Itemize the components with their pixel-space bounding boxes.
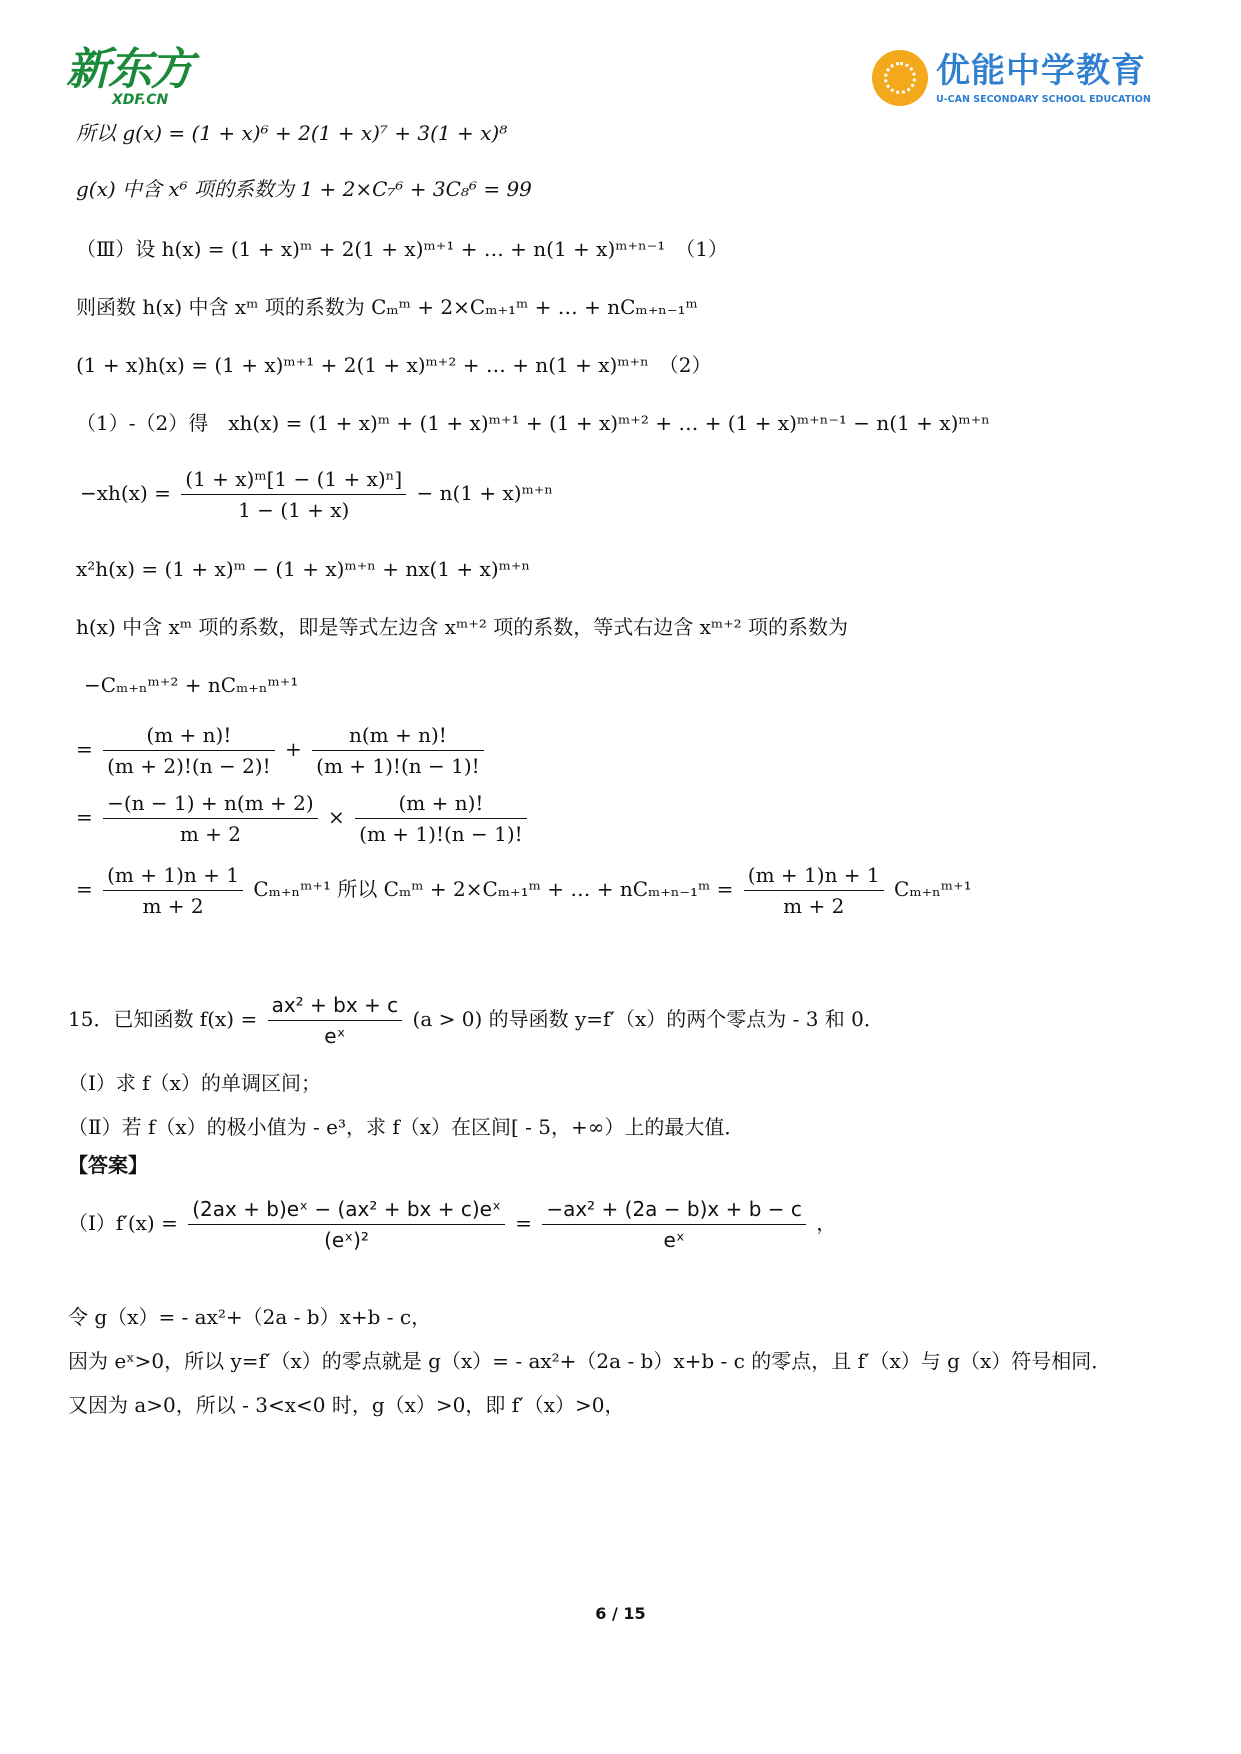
xdf-logo-cn: 新东方 xyxy=(66,44,192,95)
line-comb: −Cₘ₊ₙᵐ⁺² + nCₘ₊ₙᵐ⁺¹ xyxy=(84,673,299,697)
frac-12b-num: (m + n)! xyxy=(355,790,527,819)
ucan-badge-icon xyxy=(872,50,928,106)
times-sign: × xyxy=(328,805,345,829)
xh-frac-num: (1 + x)ᵐ[1 − (1 + x)ⁿ] xyxy=(181,466,406,495)
eq-sign-1: = xyxy=(76,737,93,761)
frac-12b xyxy=(355,790,527,847)
frac-13a-den: m + 2 xyxy=(142,894,204,918)
xdf-logo xyxy=(66,44,226,110)
answer-line-3: 因为 eˣ>0，所以 y=f′（x）的零点就是 g（x）= - ax²+（2a - b）x+b - c 的零点，且 f′（x）与 g（x）符号相同． xyxy=(68,1349,1112,1373)
frac-11a-num: (m + n)! xyxy=(103,722,275,751)
answer-label: 【答案】 xyxy=(68,1153,148,1177)
q15-frac-den: eˣ xyxy=(324,1024,346,1048)
xh-lhs: −xh(x) = xyxy=(80,481,171,505)
line-g-coef: g(x) 中含 x⁶ 项的系数为 1 + 2×C₇⁶ + 3C₈⁶ = 99 xyxy=(76,177,532,201)
q15-pre: 15．已知函数 f(x) = xyxy=(68,1007,258,1031)
q15-part-2: （Ⅱ）若 f（x）的极小值为 - e³，求 f（x）在区间[ - 5，+∞）上的最大值． xyxy=(68,1115,745,1139)
q15-post: (a > 0) 的导函数 y=f′（x）的两个零点为 - 3 和 0． xyxy=(412,1007,884,1031)
result-mid: Cₘ₊ₙᵐ⁺¹ 所以 Cₘᵐ + 2×Cₘ₊₁ᵐ + … + nCₘ₊ₙ₋₁ᵐ = xyxy=(253,877,734,901)
line-result xyxy=(76,862,972,919)
frac-13b-den: m + 2 xyxy=(783,894,845,918)
a1-frac-1 xyxy=(188,1196,505,1253)
a1-frac-2-den: eˣ xyxy=(663,1228,685,1252)
xdf-logo-en: XDF.CN xyxy=(112,92,169,108)
plus-sign-1: + xyxy=(285,737,302,761)
answer-line-2: 令 g（x）= - ax²+（2a - b）x+b - c， xyxy=(68,1305,432,1329)
frac-13a xyxy=(103,862,243,919)
eq-sign-4: = xyxy=(515,1211,532,1235)
q15-frac xyxy=(268,992,403,1049)
xh-rhs: − n(1 + x)ᵐ⁺ⁿ xyxy=(416,481,554,505)
page-number: 6 / 15 xyxy=(595,1604,646,1623)
frac-12b-den: (m + 1)!(n − 1)! xyxy=(359,822,523,846)
line-1px-h: (1 + x)h(x) = (1 + x)ᵐ⁺¹ + 2(1 + x)ᵐ⁺² + … + n(1 + x)ᵐ⁺ⁿ （2） xyxy=(76,353,712,377)
frac-11b-den: (m + 1)!(n − 1)! xyxy=(316,754,480,778)
result-end: Cₘ₊ₙᵐ⁺¹ xyxy=(894,877,972,901)
q15-part-1: （Ⅰ）求 f（x）的单调区间； xyxy=(68,1071,321,1095)
q15-frac-num: ax² + bx + c xyxy=(268,992,403,1021)
a1-frac-2-num: −ax² + (2a − b)x + b − c xyxy=(542,1196,806,1225)
frac-11a-den: (m + 2)!(n − 2)! xyxy=(107,754,271,778)
line-h-def: （Ⅲ）设 h(x) = (1 + x)ᵐ + 2(1 + x)ᵐ⁺¹ + … + n(1 + x)ᵐ⁺ⁿ⁻¹ （1） xyxy=(76,237,729,261)
eq-sign-2: = xyxy=(76,805,93,829)
question-15 xyxy=(68,992,884,1049)
answer-line-4: 又因为 a>0，所以 - 3<x<0 时，g（x）>0，即 f′（x）>0， xyxy=(68,1393,625,1417)
line-coef-desc: h(x) 中含 xᵐ 项的系数，即是等式左边含 xᵐ⁺² 项的系数，等式右边含 xᵐ⁺² 项的系数为 xyxy=(76,615,849,639)
frac-13a-num: (m + 1)n + 1 xyxy=(103,862,243,891)
xh-frac-den: 1 − (1 + x) xyxy=(238,498,350,522)
line-g-def: 所以 g(x) = (1 + x)⁶ + 2(1 + x)⁷ + 3(1 + x)⁸ xyxy=(76,121,508,145)
ucan-logo xyxy=(872,50,1172,112)
line-factorial-2 xyxy=(76,790,531,847)
a1-frac-1-num: (2ax + b)eˣ − (ax² + bx + c)eˣ xyxy=(188,1196,505,1225)
frac-12a-den: m + 2 xyxy=(179,822,241,846)
eq-sign-3: = xyxy=(76,877,93,901)
line-x2h: x²h(x) = (1 + x)ᵐ − (1 + x)ᵐ⁺ⁿ + nx(1 + x)ᵐ⁺ⁿ xyxy=(76,557,531,581)
frac-12a-num: −(n − 1) + n(m + 2) xyxy=(103,790,318,819)
answer-derivative xyxy=(68,1196,836,1253)
ucan-logo-cn: 优能中学教育 xyxy=(936,51,1146,91)
frac-13b xyxy=(744,862,884,919)
xh-frac xyxy=(181,466,406,523)
a1-frac-2 xyxy=(542,1196,806,1253)
line-h-coef: 则函数 h(x) 中含 xᵐ 项的系数为 Cₘᵐ + 2×Cₘ₊₁ᵐ + … + nCₘ₊ₙ₋₁ᵐ xyxy=(76,295,698,319)
line-subtract: （1）-（2）得 xh(x) = (1 + x)ᵐ + (1 + x)ᵐ⁺¹ + (1 + x)ᵐ⁺² + … + (1 + x)ᵐ⁺ⁿ⁻¹ − n(1 + x)ᵐ⁺ⁿ xyxy=(76,411,990,435)
frac-11a xyxy=(103,722,275,779)
frac-11b-num: n(m + n)! xyxy=(312,722,484,751)
ucan-logo-en: U-CAN SECONDARY SCHOOL EDUCATION xyxy=(936,94,1151,105)
a1-frac-1-den: (eˣ)² xyxy=(324,1228,369,1252)
line-xh-fraction xyxy=(80,466,553,523)
a1-pre: （Ⅰ）f′(x) = xyxy=(68,1211,178,1235)
line-factorial-1 xyxy=(76,722,488,779)
frac-12a xyxy=(103,790,318,847)
frac-11b xyxy=(312,722,484,779)
frac-13b-num: (m + 1)n + 1 xyxy=(744,862,884,891)
comma: ， xyxy=(816,1211,837,1235)
